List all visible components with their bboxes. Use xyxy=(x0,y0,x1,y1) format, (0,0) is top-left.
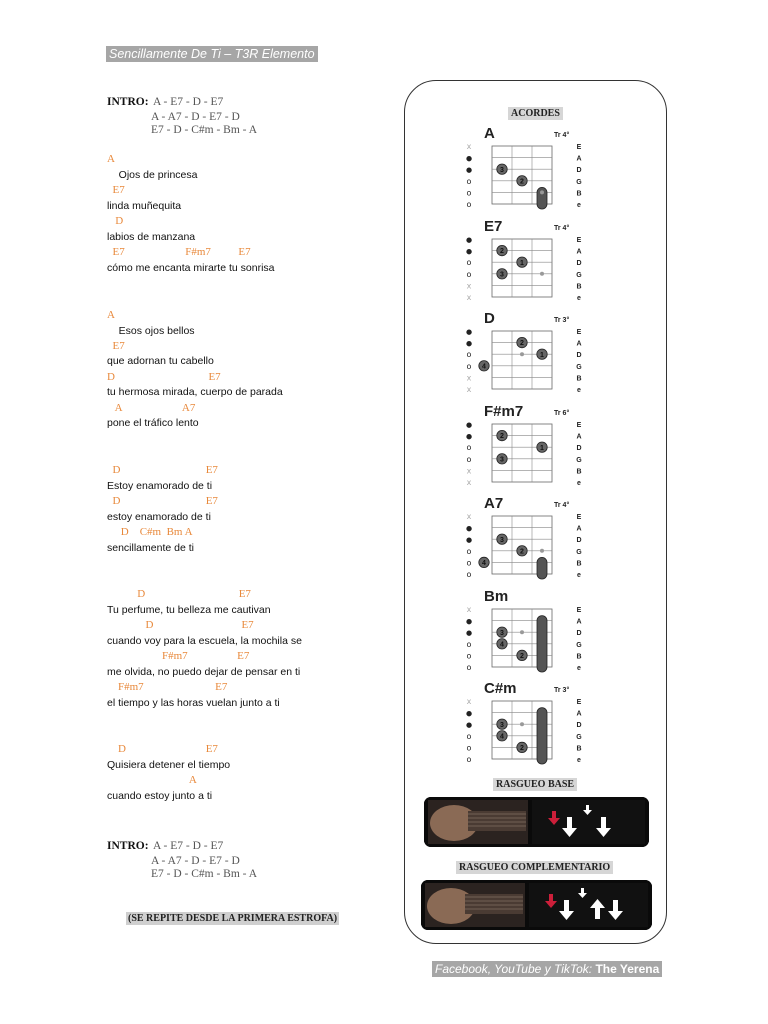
chord-diagram-fsharpm7 xyxy=(462,402,587,494)
finger-number: 3 xyxy=(500,271,504,279)
lyric-line: linda muñequita xyxy=(107,200,182,212)
string-name: G xyxy=(576,641,582,649)
finger-number: 1 xyxy=(540,351,544,359)
string-name: B xyxy=(576,745,582,753)
string-name: e xyxy=(577,480,581,487)
string-name: D xyxy=(576,260,582,268)
string-mark: x xyxy=(466,373,472,383)
intro-line-2: A - A7 - D - E7 - D xyxy=(151,111,240,123)
string-name: G xyxy=(576,733,582,741)
string-mark: o xyxy=(466,639,472,649)
string-name: E xyxy=(576,699,582,706)
finger-number: 2 xyxy=(520,745,524,752)
repeat-note: (SE REPITE DESDE LA PRIMERA ESTROFA) xyxy=(128,913,338,924)
string-name: A xyxy=(576,525,582,533)
string-mark: ● xyxy=(465,432,473,441)
string-mark: o xyxy=(466,176,472,186)
finger-number: 4 xyxy=(482,363,486,371)
string-mark: o xyxy=(466,258,472,268)
chord-line: F#m7 E7 xyxy=(107,650,250,662)
chord-line: D E7 xyxy=(107,464,218,476)
string-mark: o xyxy=(466,651,472,661)
finger-number: 4 xyxy=(500,641,504,649)
intro-line-3: E7 - D - C#m - Bm - A xyxy=(151,868,258,880)
chord-name: A xyxy=(484,125,495,142)
string-mark: o xyxy=(466,350,472,360)
string-mark: ● xyxy=(465,236,473,244)
fret-position: Tr 3° xyxy=(554,317,570,324)
chord-name: E7 xyxy=(484,218,503,235)
strum-base-header: RASGUEO BASE xyxy=(493,778,577,791)
intro-line-3: E7 - D - C#m - Bm - A xyxy=(151,124,258,136)
string-mark: x xyxy=(466,605,472,614)
string-name: G xyxy=(576,363,582,371)
lyric-line: cuando estoy junto a ti xyxy=(107,790,213,802)
intro-line-1: A - E7 - D - E7 xyxy=(152,96,224,108)
lyric-line: cómo me encanta mirarte tu sonrisa xyxy=(107,262,275,274)
string-name: E xyxy=(576,607,582,614)
chord-diagram-a xyxy=(462,124,587,216)
string-mark: ● xyxy=(465,328,473,336)
string-mark: ● xyxy=(465,536,473,545)
string-mark: x xyxy=(466,293,472,302)
string-name: B xyxy=(576,283,582,291)
fret-marker xyxy=(540,190,544,194)
string-name: G xyxy=(576,456,582,464)
string-mark: ● xyxy=(465,421,473,429)
string-name: G xyxy=(576,271,582,279)
string-name: E xyxy=(576,237,582,244)
string-mark: ● xyxy=(465,721,473,730)
fret-marker xyxy=(520,630,524,634)
string-mark: ● xyxy=(465,629,473,638)
footer-credit xyxy=(432,961,662,977)
string-name: A xyxy=(576,618,582,626)
string-name: D xyxy=(576,352,582,360)
string-name: D xyxy=(576,167,582,175)
chords-header: ACORDES xyxy=(508,107,563,120)
string-name: B xyxy=(576,653,582,661)
string-name: A xyxy=(576,248,582,256)
string-name: D xyxy=(576,445,582,453)
finger-number: 2 xyxy=(500,433,504,441)
strum-base-image xyxy=(424,797,649,847)
string-name: D xyxy=(576,630,582,638)
lyric-line: me olvida, no puedo dejar de pensar en ti xyxy=(107,666,301,678)
string-mark: o xyxy=(466,454,472,464)
chord-diagram-bm xyxy=(462,587,587,679)
lyric-line: tu hermosa mirada, cuerpo de parada xyxy=(107,386,283,398)
strum-base-graphic xyxy=(424,797,649,847)
string-name: A xyxy=(576,340,582,348)
chord-line: A xyxy=(107,309,115,321)
string-name: e xyxy=(577,387,581,394)
fret-marker xyxy=(520,352,524,356)
barre-bar xyxy=(537,708,547,764)
chord-diagram-e7 xyxy=(462,217,587,309)
string-name: D xyxy=(576,722,582,730)
string-mark: ● xyxy=(465,524,473,533)
chord-diagram-csharpm xyxy=(462,679,587,771)
string-mark: ● xyxy=(465,617,473,626)
chord-line: A xyxy=(107,153,115,165)
chord-line: D E7 xyxy=(107,588,251,600)
intro-line-1: A - E7 - D - E7 xyxy=(152,840,224,852)
chord-line: E7 xyxy=(107,184,125,196)
finger-number: 2 xyxy=(520,653,524,660)
string-name: G xyxy=(576,548,582,556)
strum-comp-image xyxy=(421,880,652,930)
finger-number: 2 xyxy=(520,548,524,556)
lyric-line: Quisiera detener el tiempo xyxy=(107,759,231,771)
fret-position: Tr 4° xyxy=(554,225,570,232)
string-name: e xyxy=(577,665,581,672)
string-mark: x xyxy=(466,385,472,394)
fret-marker xyxy=(540,549,544,553)
string-name: D xyxy=(576,537,582,545)
string-mark: o xyxy=(466,361,472,371)
string-name: E xyxy=(576,329,582,336)
finger-number: 2 xyxy=(520,178,524,186)
string-mark: x xyxy=(466,142,472,151)
fret-position: Tr 4° xyxy=(554,132,570,139)
fret-position: Tr 6° xyxy=(554,410,570,417)
string-mark: o xyxy=(466,546,472,556)
intro-block xyxy=(107,92,257,136)
chord-line: A A7 xyxy=(107,402,196,414)
finger-number: 3 xyxy=(500,536,504,544)
footer-author: The Yerena xyxy=(595,962,660,976)
lyric-line: labios de manzana xyxy=(107,231,196,243)
string-mark: ● xyxy=(465,709,473,718)
string-mark: x xyxy=(466,466,472,476)
fret-position: Tr 3° xyxy=(554,687,570,694)
string-mark: o xyxy=(466,558,472,568)
intro-label: INTRO: xyxy=(107,840,149,852)
string-mark: o xyxy=(466,188,472,198)
finger-number: 2 xyxy=(520,340,524,348)
chord-line: D E7 xyxy=(107,495,218,507)
string-mark: ● xyxy=(465,166,473,175)
footer-platforms: Facebook, YouTube y TikTok: xyxy=(435,962,593,976)
string-name: E xyxy=(576,144,582,151)
string-mark: ● xyxy=(465,247,473,256)
chord-line: E7 xyxy=(107,340,125,352)
song-title: Sencillamente De Ti – T3R Elemento xyxy=(106,46,318,62)
chord-name: A7 xyxy=(484,495,504,512)
lyric-line: estoy enamorado de ti xyxy=(107,511,211,523)
chord-line: D E7 xyxy=(107,371,221,383)
string-mark: x xyxy=(466,281,472,291)
finger-number: 3 xyxy=(500,166,504,174)
lyric-line: sencillamente de ti xyxy=(107,542,194,554)
string-name: A xyxy=(576,433,582,441)
barre-bar xyxy=(537,557,547,579)
chord-line: D E7 xyxy=(107,743,218,755)
intro-repeat-block xyxy=(107,836,257,880)
string-name: A xyxy=(576,155,582,163)
string-mark: o xyxy=(466,663,472,672)
string-mark: o xyxy=(466,200,472,209)
lyric-line: Ojos de princesa xyxy=(107,169,198,181)
finger-number: 3 xyxy=(500,456,504,464)
string-mark: o xyxy=(466,443,472,453)
string-mark: x xyxy=(466,512,472,521)
string-mark: o xyxy=(466,731,472,741)
chord-diagram-d xyxy=(462,309,587,401)
chord-diagram-a7 xyxy=(462,494,587,586)
string-name: E xyxy=(576,514,582,521)
string-mark: o xyxy=(466,755,472,764)
chord-line: D E7 xyxy=(107,619,254,631)
finger-number: 1 xyxy=(540,444,544,452)
string-name: e xyxy=(577,295,581,302)
fret-marker xyxy=(540,272,544,276)
strum-comp-graphic xyxy=(421,880,652,930)
string-name: e xyxy=(577,757,581,764)
chord-name: D xyxy=(484,310,495,327)
finger-number: 4 xyxy=(482,560,486,567)
string-mark: x xyxy=(466,478,472,487)
fret-position: Tr 4° xyxy=(554,502,570,509)
string-mark: x xyxy=(466,697,472,706)
string-name: e xyxy=(577,572,581,579)
barre-bar xyxy=(537,616,547,672)
string-name: B xyxy=(576,190,582,198)
chord-name: C#m xyxy=(484,680,517,697)
finger-number: 2 xyxy=(500,248,504,256)
fret-marker xyxy=(520,722,524,726)
finger-number: 1 xyxy=(520,259,524,267)
chord-line: D C#m Bm A xyxy=(107,526,193,538)
string-mark: o xyxy=(466,570,472,579)
chord-line: F#m7 E7 xyxy=(107,681,228,693)
string-name: E xyxy=(576,422,582,429)
string-name: A xyxy=(576,710,582,718)
string-name: e xyxy=(577,202,581,209)
lyric-line: Tu perfume, tu belleza me cautivan xyxy=(107,604,271,616)
lyric-line: el tiempo y las horas vuelan junto a ti xyxy=(107,697,280,709)
chord-line: E7 F#m7 E7 xyxy=(107,246,251,258)
chord-line: D xyxy=(107,215,124,227)
strum-comp-header: RASGUEO COMPLEMENTARIO xyxy=(456,861,613,874)
finger-number: 4 xyxy=(500,733,504,741)
string-mark: ● xyxy=(465,154,473,163)
string-mark: o xyxy=(466,743,472,753)
string-mark: o xyxy=(466,269,472,279)
lyric-line: cuando voy para la escuela, la mochila se xyxy=(107,635,302,647)
string-mark: ● xyxy=(465,339,473,348)
string-name: B xyxy=(576,468,582,476)
chord-name: Bm xyxy=(484,588,509,605)
chord-line: A xyxy=(107,774,197,786)
string-name: B xyxy=(576,560,582,568)
finger-number: 3 xyxy=(500,721,504,729)
lyric-line: Estoy enamorado de ti xyxy=(107,480,213,492)
intro-line-2: A - A7 - D - E7 - D xyxy=(151,855,240,867)
chord-name: F#m7 xyxy=(484,403,524,420)
finger-number: 3 xyxy=(500,629,504,637)
intro-label: INTRO: xyxy=(107,96,149,108)
lyric-line: Esos ojos bellos xyxy=(107,325,195,337)
string-name: B xyxy=(576,375,582,383)
lyric-line: que adornan tu cabello xyxy=(107,355,214,367)
lyric-line: pone el tráfico lento xyxy=(107,417,199,429)
string-name: G xyxy=(576,178,582,186)
